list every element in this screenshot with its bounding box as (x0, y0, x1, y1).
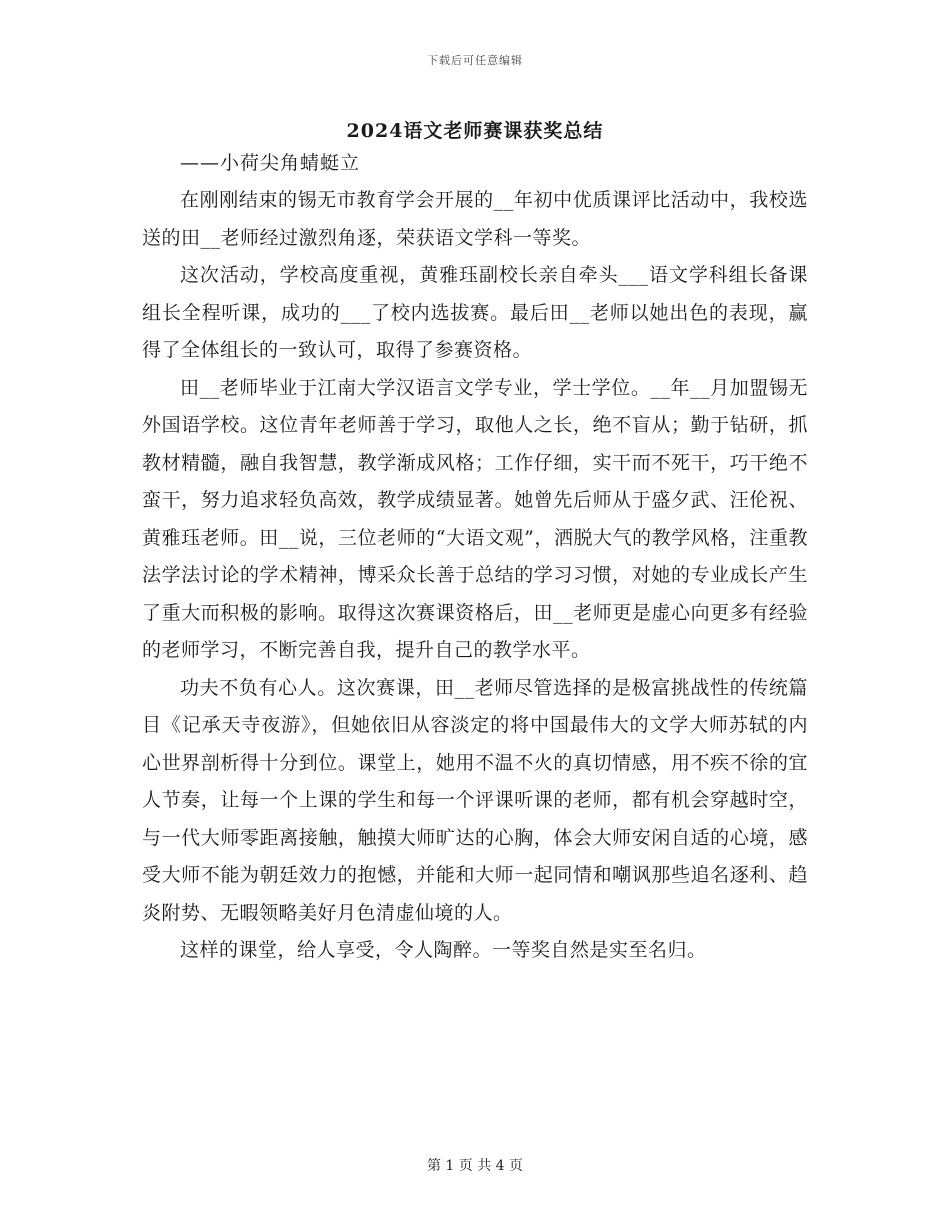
document-title: 2024语文老师赛课获奖总结 (346, 120, 604, 142)
paragraph-3: 田__老师毕业于江南大学汉语言文学专业，学士学位。__年__月加盟锡无外国语学校。这位青年老师善于学习，取他人之长，绝不盲从；勤于钻研，抓教材精髓，融自我智慧，教学渐成风格；工作仔细，实干而不死干，巧干绝不蛮干，努力追求轻负高效，教学成绩显著。她曾先后师从于盛夕武、汪伦祝、黄雅珏老师。田__说，三位老师的“大语文观”，洒脱大气的教学风格，注重教法学法讨论的学术精神，博采众长善于总结的学习习惯，对她的专业成长产生了重大而积极的影响。取得这次赛课资格后，田__老师更是虚心向更多有经验的老师学习，不断完善自我，提升自己的教学水平。 (142, 376, 808, 661)
document-body (142, 145, 808, 970)
header-note: 下载后可任意编辑 (427, 54, 523, 67)
paragraph-2: 这次活动，学校高度重视，黄雅珏副校长亲自牵头___语文学科组长备课组长全程听课，成功的___了校内选拔赛。最后田__老师以她出色的表现，赢得了全体组长的一致认可，取得了参赛资格。 (142, 264, 808, 361)
page-number: 第 1 页 共 4 页 (426, 1158, 524, 1174)
paragraph-4: 功夫不负有心人。这次赛课，田__老师尽管选择的是极富挑战性的传统篇目《记承天寺夜游》，但她依旧从容淡定的将中国最伟大的文学大师苏轼的内心世界剖析得十分到位。课堂上，她用不温不火的真切情感，用不疾不徐的宜人节奏，让每一个上课的学生和每一个评课听课的老师，都有机会穿越时空，与一代大师零距离接触，触摸大师旷达的心胸，体会大师安闲自适的心境，感受大师不能为朝廷效力的抱憾，并能和大师一起同情和嘲讽那些追名逐利、趋炎附势、无暇领略美好月色清虚仙境的人。 (142, 676, 808, 924)
document-subtitle: ——小荷尖角蜻蜓立 (180, 152, 361, 174)
paragraph-1: 在刚刚结束的锡无市教育学会开展的__年初中优质课评比活动中，我校选送的田__老师经过激烈角逐，荣获语文学科一等奖。 (142, 189, 808, 249)
paragraph-5: 这样的课堂，给人享受，令人陶醉。一等奖自然是实至名归。 (180, 939, 707, 961)
